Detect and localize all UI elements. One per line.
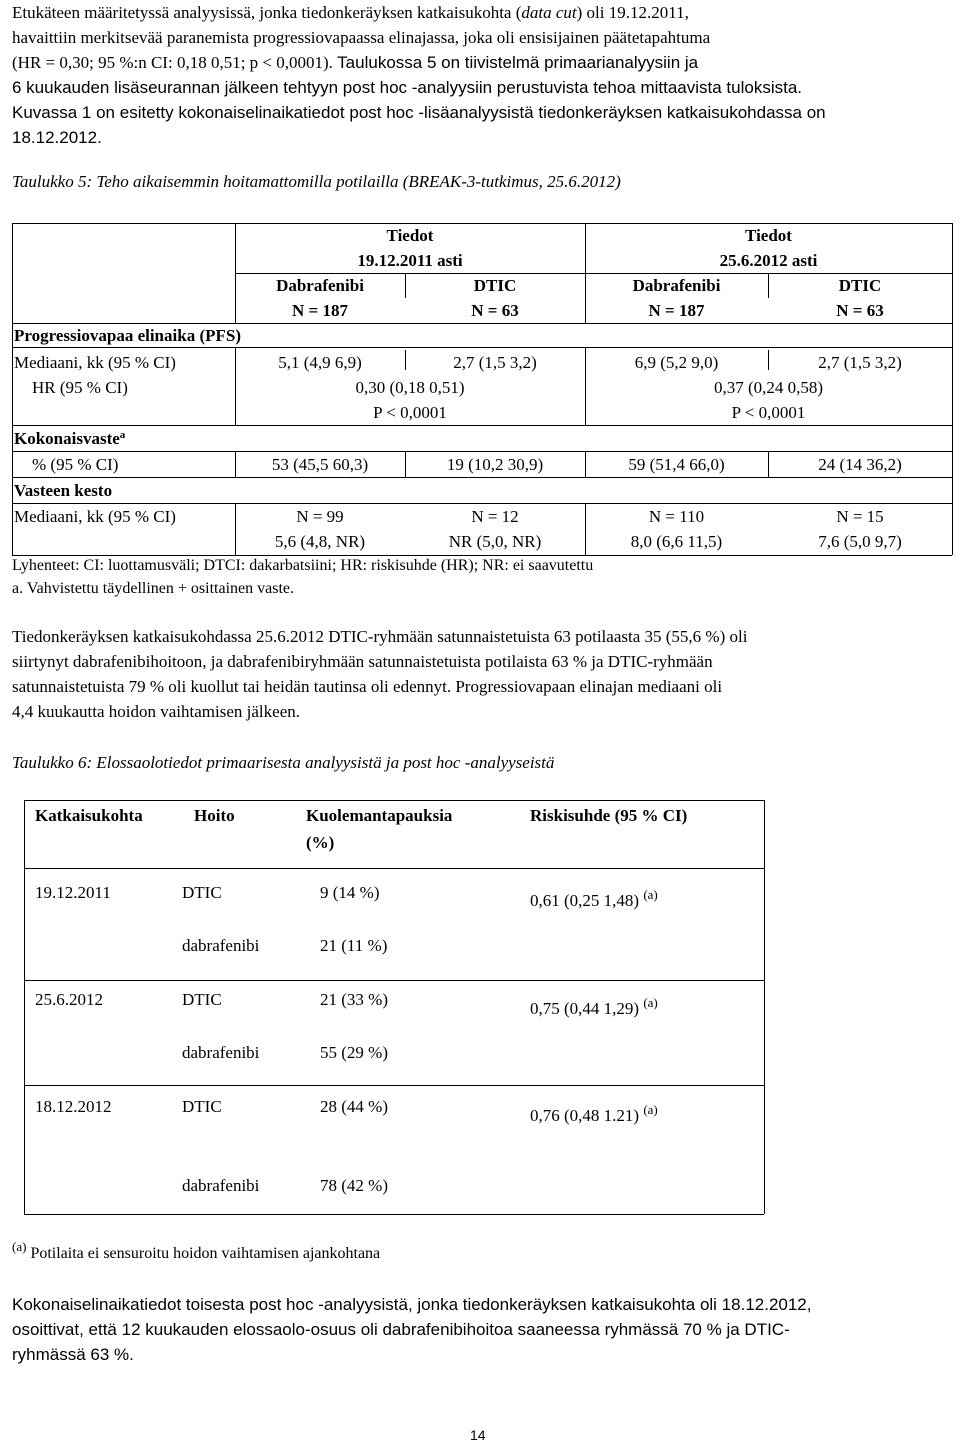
- closing-line-2: osoittivat, että 12 kuukauden elossaolo-osuus oli dabrafenibihoitoa saaneessa ryhmässä 70 % ja DTIC-: [12, 1320, 790, 1339]
- table5-g1-col-dtic: DTIC: [473, 276, 517, 295]
- table5-orr-g1-dab: 53 (45,5 60,3): [271, 455, 369, 474]
- table6-row3-treatment-a: DTIC: [182, 1097, 222, 1116]
- table5-pfs-median-label: Mediaani, kk (95 % CI): [14, 353, 176, 372]
- table5-group1-date: 19.12.2011 asti: [357, 251, 463, 270]
- table6-border-right: [764, 800, 765, 1214]
- table6-row1-deaths-a: 9 (14 %): [320, 883, 380, 902]
- table6-row2-deaths-a: 21 (33 %): [320, 990, 388, 1009]
- table5-dor-g2-dtic-v: 7,6 (5,0 9,7): [818, 532, 902, 551]
- table6-border-top: [24, 800, 764, 801]
- table6-row3-cutoff: 18.12.2012: [35, 1097, 112, 1116]
- table6-header-cutoff: Katkaisukohta: [35, 806, 143, 825]
- closing-line-1: Kokonaiselinaikatiedot toisesta post hoc -analyysistä, jonka tiedonkeräyksen katkaisukohta oli 18.12.2012,: [12, 1295, 812, 1314]
- table5-row-sep-orr: [12, 425, 952, 426]
- table6-row1-cutoff: 19.12.2011: [35, 883, 111, 902]
- table6-row3-deaths-b: 78 (42 %): [320, 1176, 388, 1195]
- closing-line-3: ryhmässä 63 %.: [12, 1345, 134, 1364]
- table6-row1-treatment-a: DTIC: [182, 883, 222, 902]
- table5-pfs-g2-dtic: 2,7 (1,5 3,2): [818, 353, 902, 372]
- table5-dor-g1-dab-v: 5,6 (4,8, NR): [274, 532, 366, 551]
- table6-header-sep: [24, 868, 764, 869]
- intro-line-3: (HR = 0,30; 95 %:n CI: 0,18 0,51; p < 0,0001). Taulukossa 5 on tiivistelmä primaarianalyysiin ja: [12, 53, 699, 72]
- table5-g1-col-dab-n: N = 187: [292, 301, 348, 320]
- intro-line-2: havaittiin merkitsevää paranemista progressiovapaassa elinajassa, joka oli ensisijainen päätetapahtuma: [12, 28, 711, 47]
- table6-row2-cutoff: 25.6.2012: [35, 990, 103, 1009]
- table5-pfs-title: Progressiovapaa elinaika (PFS): [14, 326, 241, 345]
- table6-header-hr: Riskisuhde (95 % CI): [530, 806, 688, 825]
- table6-row1-treatment-b: dabrafenibi: [182, 936, 260, 955]
- table5-dor-g1-dtic-n: N = 12: [471, 507, 519, 526]
- intro-line-6: 18.12.2012.: [12, 128, 102, 147]
- intro-line-4: 6 kuukauden lisäseurannan jälkeen tehtyyn post hoc -analyysiin perustuvista tehoa mittaavista tuloksista.: [12, 78, 803, 97]
- table5-pfs-g1-dtic: 2,7 (1,5 3,2): [453, 353, 537, 372]
- table5-pfs-g2-p: P < 0,0001: [731, 403, 806, 422]
- table5-footnote: a. Vahvistettu täydellinen + osittainen vaste.: [12, 580, 294, 597]
- table6-row1-deaths-b: 21 (11 %): [320, 936, 388, 955]
- table5-pfs-hr-label: HR (95 % CI): [32, 378, 128, 397]
- table6-footnote: $^{(a)}$ Potilaita ei sensuroitu hoidon vaihtamisen ajankohtana: [12, 1239, 381, 1262]
- table5-dor-g1-dab-n: N = 99: [296, 507, 344, 526]
- table5-pfs-g2-hr: 0,37 (0,24 0,58): [713, 378, 824, 397]
- table5-orr-g2-dab: 59 (51,4 66,0): [628, 455, 725, 474]
- table6-row-sep-1: [24, 980, 764, 981]
- table5-orr-title: Kokonaisvaste$^a$: [14, 429, 126, 448]
- table6-row2-treatment-a: DTIC: [182, 990, 222, 1009]
- table5-border-right: [952, 223, 953, 555]
- table5-g2-col-dtic: DTIC: [838, 276, 882, 295]
- table6-row3-deaths-a: 28 (44 %): [320, 1097, 388, 1116]
- table5-g1-col-dtic-n: N = 63: [471, 301, 519, 320]
- table6-row3-hr: 0,76 (0,48 1.21) $^{(a)}$: [530, 1102, 658, 1125]
- table5-dor-title: Vasteen kesto: [14, 481, 113, 500]
- table5-dor-g2-dab-n: N = 110: [648, 507, 705, 526]
- table5-g2-col-dab: Dabrafenibi: [632, 276, 721, 295]
- table5-dor-g1-dtic-v: NR (5,0, NR): [448, 532, 542, 551]
- table5-orr-sup: a: [119, 429, 126, 441]
- table5-group2-date: 25.6.2012 asti: [719, 251, 818, 270]
- table6-border-bottom: [24, 1214, 764, 1215]
- table6-row1-hr: 0,61 (0,25 1,48) $^{(a)}$: [530, 887, 658, 910]
- table6-border-left: [24, 800, 25, 1214]
- intro-paragraph: [12, 0, 952, 150]
- table6-row3-treatment-b: dabrafenibi: [182, 1176, 260, 1195]
- closing-paragraph: [12, 1292, 952, 1367]
- middle-line-3: satunnaistetuista 79 % oli kuollut tai heidän tautinsa oli edennyt. Progressiovapaan elinajan mediaani oli: [12, 677, 723, 696]
- table5-dor-label: Mediaani, kk (95 % CI): [14, 507, 176, 526]
- table5-dor-g2-dtic-n: N = 15: [836, 507, 884, 526]
- table6-row-sep-2: [24, 1085, 764, 1086]
- table5-group1-title: Tiedot: [386, 226, 434, 245]
- middle-line-1: Tiedonkeräyksen katkaisukohdassa 25.6.2012 DTIC-ryhmään satunnaistetuista 63 potilaasta 35 (55,6 %) oli: [12, 627, 748, 646]
- table5-pfs-g1-dab: 5,1 (4,9 6,9): [278, 353, 362, 372]
- table5-border-left: [12, 223, 13, 555]
- table5-orr-g2-dtic: 24 (14 36,2): [818, 455, 902, 474]
- table5-group2-title: Tiedot: [745, 226, 792, 245]
- table5-orr-g1-dtic: 19 (10,2 30,9): [446, 455, 544, 474]
- table5-g2-col-dab-n: N = 187: [648, 301, 705, 320]
- table5-orr-label: % (95 % CI): [32, 455, 119, 474]
- intro-line-5: Kuvassa 1 on esitetty kokonaiselinaikatiedot post hoc -lisäanalyysistä tiedonkeräyksen katkaisukohdassa on: [12, 103, 826, 122]
- intro-line-1: Etukäteen määritetyssä analyysissä, jonka tiedonkeräyksen katkaisukohta (data cut) oli 19.12.2011,: [12, 3, 689, 22]
- table6-header-treatment: Hoito: [194, 806, 235, 825]
- table6-header-deaths-unit: (%): [306, 833, 335, 852]
- table5-abbreviations: Lyhenteet: CI: luottamusväli; DTCI: dakarbatsiini; HR: riskisuhde (HR); NR: ei saavutettu: [12, 557, 594, 574]
- table5-pfs-g2-dab: 6,9 (5,2 9,0): [634, 353, 719, 372]
- table6-row2-deaths-b: 55 (29 %): [320, 1043, 388, 1062]
- table5-row-sep-orr-3: [12, 477, 952, 478]
- page-number: 14: [470, 1427, 486, 1443]
- table5-pfs-g1-hr: 0,30 (0,18 0,51): [355, 378, 465, 397]
- table5-g1-col-dab: Dabrafenibi: [276, 276, 364, 295]
- middle-paragraph: [12, 624, 952, 724]
- table5-g2-col-dtic-n: N = 63: [836, 301, 884, 320]
- middle-line-2: siirtynyt dabrafenibihoitoon, ja dabrafenibiryhmään satunnaistetuista potilaista 63 % ja DTIC-ryhmään: [12, 652, 713, 671]
- table5-dor-g2-dab-v: 8,0 (6,6 11,5): [630, 532, 723, 551]
- table5-caption: Taulukko 5: Teho aikaisemmin hoitamattomilla potilailla (BREAK-3-tutkimus, 25.6.2012): [12, 172, 621, 191]
- table6-header-deaths: Kuolemantapauksia: [306, 806, 453, 825]
- middle-line-4: 4,4 kuukautta hoidon vaihtamisen jälkeen.: [12, 702, 300, 721]
- table6-row2-treatment-b: dabrafenibi: [182, 1043, 260, 1062]
- table6-caption: Taulukko 6: Elossaolotiedot primaarisesta analyysistä ja post hoc -analyyseistä: [12, 753, 555, 772]
- table5-pfs-g1-p: P < 0,0001: [373, 403, 447, 422]
- table6-row2-hr: 0,75 (0,44 1,29) $^{(a)}$: [530, 995, 658, 1018]
